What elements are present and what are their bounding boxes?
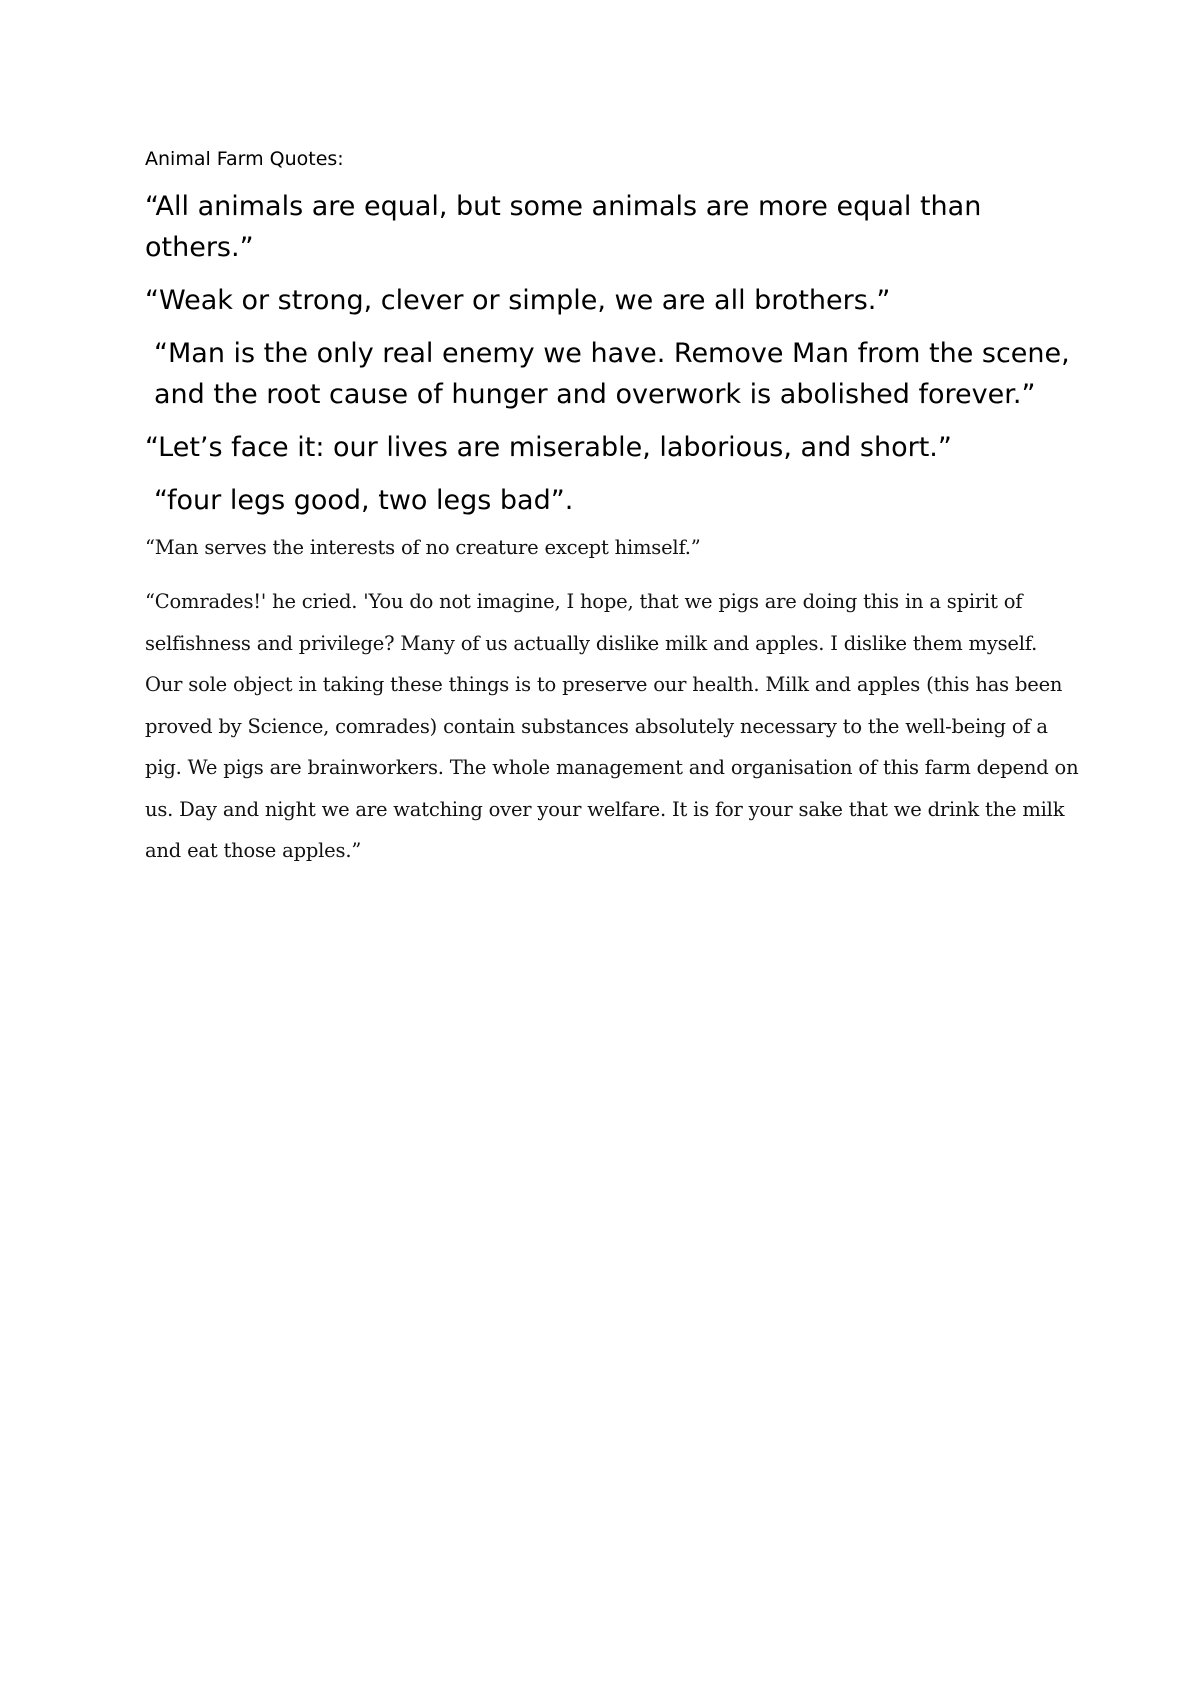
quote-comrades-speech: “Comrades!' he cried. 'You do not imagine, I hope, that we pigs are doing this in a spirit of selfishness and privilege? Many of us actually dislike milk and apples. I dislike them myself. Our sole object in taking these things is to preserve our health. Milk and apples (this has been proved by Science, comrades) contain substances absolutely necessary to the well-being of a pig. We pigs are brainworkers. The whole management and organisation of this farm depend on us. Day and night we are watching over your welfare. It is for your sake that we drink the milk and eat those apples.” <box>145 590 1079 862</box>
quote-four-legs-good: “four legs good, two legs bad”. <box>154 485 574 516</box>
document-body <box>145 144 1080 893</box>
quote-lives-miserable: “Let’s face it: our lives are miserable, laborious, and short.” <box>145 432 952 463</box>
quote-man-serves-himself: “Man serves the interests of no creature except himself.” <box>145 536 701 559</box>
quote-man-only-enemy: “Man is the only real enemy we have. Remove Man from the scene, and the root cause of hunger and overwork is abolished forever.” <box>154 338 1070 410</box>
quote-all-animals-equal: “All animals are equal, but some animals are more equal than others.” <box>145 191 982 263</box>
document-title: Animal Farm Quotes: <box>145 148 344 170</box>
quote-all-brothers: “Weak or strong, clever or simple, we are all brothers.” <box>145 285 891 316</box>
